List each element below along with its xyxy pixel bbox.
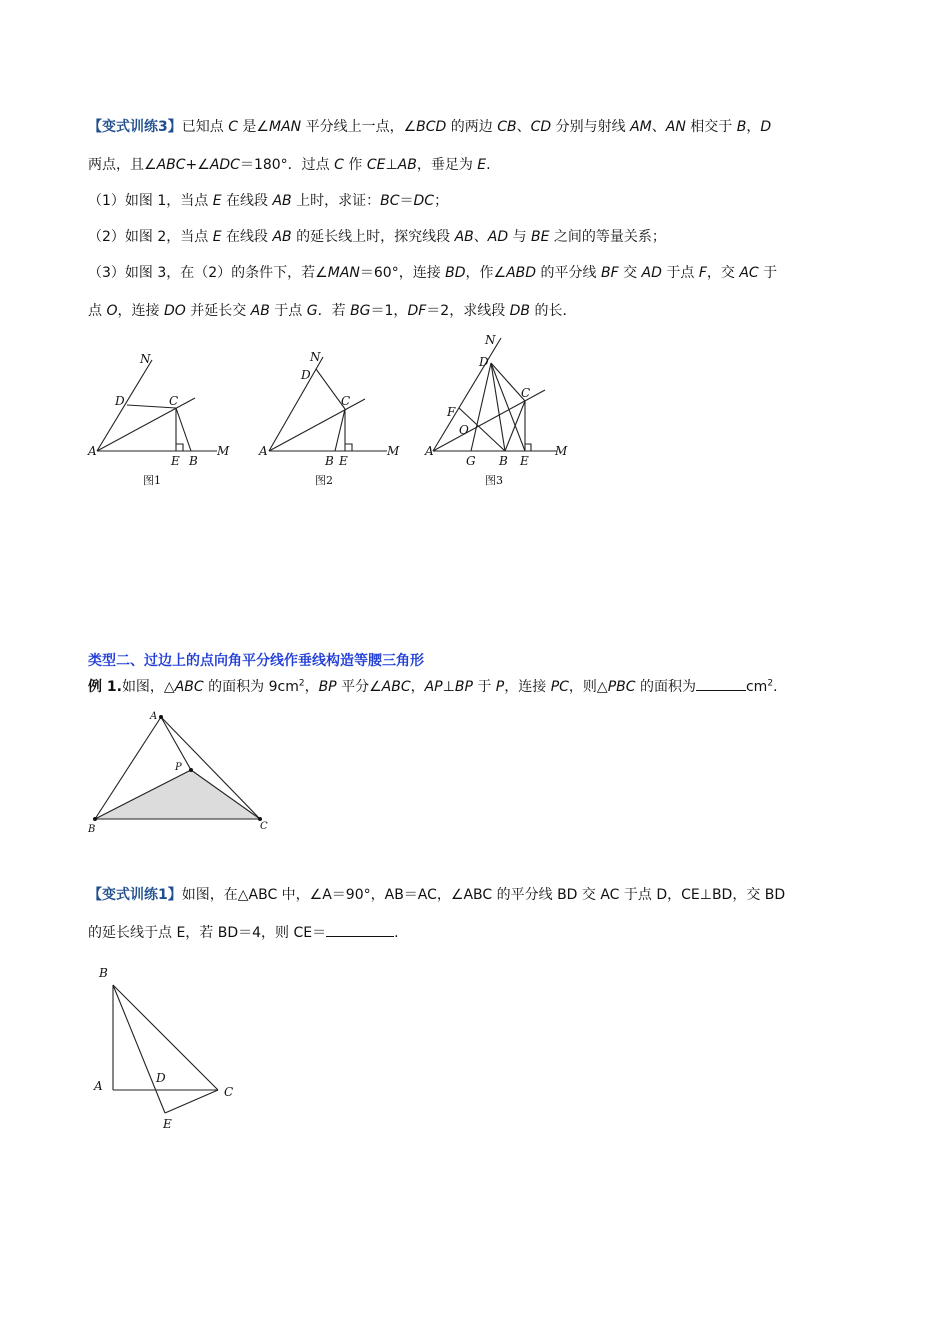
variant1-answer-blank[interactable] — [326, 922, 394, 937]
label-N: N — [485, 333, 496, 347]
example1-label: 例 1. — [88, 679, 122, 695]
point-A — [159, 715, 163, 719]
math-variable: AB — [397, 157, 417, 173]
figure-1 — [85, 345, 245, 495]
variant1-line2-text: 的延长线于点 E，若 BD＝4，则 CE＝ — [88, 925, 327, 941]
text-run: 在线段 — [221, 229, 273, 245]
text-run: ⊥ — [385, 157, 398, 173]
text-run: ，连接 — [117, 303, 164, 319]
math-variable: E — [212, 229, 222, 245]
label-B: B — [189, 454, 198, 468]
math-variable: BF — [600, 265, 619, 281]
math-variable: AD — [487, 229, 509, 245]
label-C: C — [169, 394, 179, 408]
math-variable: AN — [665, 119, 686, 135]
math-variable: ABD — [506, 265, 537, 281]
text-run: 在线段 — [221, 193, 273, 209]
text-run: 交 — [618, 265, 642, 281]
text-run: ， — [746, 119, 761, 135]
math-variable: AB — [272, 193, 292, 209]
math-variable: BP — [454, 679, 473, 695]
text-run: ，则△ — [568, 679, 608, 695]
text-run: 作 — [343, 157, 367, 173]
variant3-label: 【变式训练3】 — [88, 119, 182, 135]
label-G: G — [466, 454, 476, 468]
math-variable: G — [306, 303, 318, 319]
text-run: ＝180°．过点 — [239, 157, 335, 173]
math-variable: P — [495, 679, 505, 695]
label-E: E — [171, 454, 180, 468]
segment-CE — [165, 1090, 218, 1113]
text-run: ； — [434, 193, 449, 209]
math-variable: AM — [630, 119, 652, 135]
math-variable: C — [228, 119, 238, 135]
math-variable: CE — [366, 157, 386, 173]
label-O: O — [459, 423, 469, 437]
text-run: 、 — [651, 119, 666, 135]
example1-pre — [122, 679, 299, 695]
text-run: 平分线上一点，∠ — [301, 119, 417, 135]
point-P — [189, 768, 193, 772]
label-N: N — [140, 352, 151, 366]
label-C: C — [260, 821, 268, 832]
example1-mid — [305, 679, 696, 695]
text-run: ＝60°，连接 — [359, 265, 446, 281]
text-run: 与 — [508, 229, 532, 245]
example1-answer-blank[interactable] — [696, 676, 746, 691]
text-run: 、 — [516, 119, 531, 135]
text-run: ＝1， — [370, 303, 408, 319]
right-angle-mark — [525, 444, 531, 451]
text-run: 如图，△ — [121, 679, 175, 695]
text-run: . — [486, 157, 491, 173]
text-run: 的延长线上时，探究线段 — [291, 229, 455, 245]
text-run: 分别与射线 — [551, 119, 631, 135]
text-run: 的面积为 — [635, 679, 696, 695]
text-run: ，垂足为 — [416, 157, 478, 173]
math-variable: CB — [497, 119, 517, 135]
text-run: 于点 — [269, 303, 307, 319]
math-variable: MAN — [327, 265, 360, 281]
label-A: A — [88, 444, 97, 458]
label-C: C — [224, 1085, 234, 1099]
example1-text — [88, 676, 778, 698]
text-run: 是∠ — [237, 119, 269, 135]
text-run: ， — [304, 679, 319, 695]
text-run: 的面积为 9cm — [203, 679, 299, 695]
label-B: B — [499, 454, 508, 468]
text-run: ．若 — [317, 303, 351, 319]
math-variable: AB — [250, 303, 270, 319]
text-run: 、 — [473, 229, 488, 245]
math-variable: BG — [350, 303, 371, 319]
math-variable: BC — [380, 193, 400, 209]
text-run: ，作∠ — [465, 265, 507, 281]
text-run: 的长． — [530, 303, 577, 319]
text-run: （1）如图 1，当点 — [88, 193, 213, 209]
text-run: （2）如图 2，当点 — [88, 229, 213, 245]
text-run: ＝ — [399, 193, 414, 209]
text-run: 相交于 — [685, 119, 737, 135]
label-E: E — [520, 454, 529, 468]
text-run: 于 — [472, 679, 496, 695]
math-variable: ABC — [174, 679, 204, 695]
math-variable: DB — [509, 303, 531, 319]
math-variable: F — [698, 265, 707, 281]
text-run: 的平分线 — [536, 265, 601, 281]
math-variable: ADC — [209, 157, 240, 173]
text-run: ＝2，求线段 — [426, 303, 510, 319]
label-E: E — [339, 454, 348, 468]
math-variable: DO — [163, 303, 186, 319]
label-A: A — [150, 711, 158, 722]
label-B: B — [88, 824, 96, 835]
label-M: M — [387, 444, 400, 458]
label-D: D — [479, 355, 489, 369]
example1-end: . — [773, 679, 778, 695]
label-A: A — [259, 444, 268, 458]
label-B: B — [99, 966, 108, 980]
example1-figure — [85, 705, 275, 840]
section2-heading: 类型二、过边上的点向角平分线作垂线构造等腰三角形 — [88, 653, 424, 669]
variant3-line1 — [88, 116, 771, 138]
math-variable: B — [736, 119, 747, 135]
figure-3 — [425, 330, 585, 495]
variant3-question3-part1 — [88, 262, 777, 284]
text-run: 于 — [758, 265, 778, 281]
caption-fig3: 图3 — [485, 474, 503, 487]
segment-DE — [491, 363, 525, 451]
math-variable: MAN — [269, 119, 302, 135]
point-B — [93, 817, 97, 821]
label-C: C — [341, 394, 351, 408]
variant1-line1 — [88, 884, 785, 906]
math-variable: E — [477, 157, 487, 173]
variant1-label: 【变式训练1】 — [88, 887, 182, 903]
text-run: ⊥ — [442, 679, 455, 695]
variant3-question2 — [88, 226, 666, 248]
text-run: 于点 — [661, 265, 699, 281]
label-M: M — [217, 444, 230, 458]
label-P: P — [175, 762, 182, 773]
text-run: 平分∠ — [336, 679, 382, 695]
text-run: 已知点 — [181, 119, 229, 135]
math-variable: D — [760, 119, 772, 135]
right-angle-mark — [345, 444, 352, 451]
variant3-question1 — [88, 190, 448, 212]
variant1-line2-end: . — [394, 925, 399, 941]
label-N: N — [310, 350, 321, 364]
math-variable: DC — [413, 193, 435, 209]
math-variable: AD — [641, 265, 662, 281]
text-run: ， — [410, 679, 425, 695]
math-variable: BCD — [416, 119, 447, 135]
variant3-question3-part2 — [88, 300, 576, 322]
math-variable: ABC — [156, 157, 186, 173]
math-variable: E — [212, 193, 222, 209]
text-run: ，交 — [706, 265, 740, 281]
text-run: 的两边 — [446, 119, 498, 135]
segment-CB — [335, 409, 345, 451]
text-run: 之间的等量关系； — [549, 229, 666, 245]
variant3-line1-text — [182, 119, 771, 135]
label-M: M — [555, 444, 568, 458]
text-run: 两点，且∠ — [88, 157, 157, 173]
segment-BE — [113, 985, 165, 1113]
variant1-line2 — [88, 922, 399, 944]
text-run: 上时，求证： — [291, 193, 381, 209]
text-run: （3）如图 3，在（2）的条件下，若∠ — [88, 265, 328, 281]
math-variable: DF — [407, 303, 427, 319]
label-A: A — [94, 1079, 103, 1093]
math-variable: BD — [445, 265, 466, 281]
text-run: +∠ — [185, 157, 210, 173]
math-variable: C — [334, 157, 344, 173]
math-variable: PBC — [607, 679, 636, 695]
figure-2 — [255, 345, 415, 495]
caption-fig2: 图2 — [315, 474, 333, 487]
label-A: A — [425, 444, 434, 458]
variant3-line2 — [88, 154, 491, 176]
label-D: D — [301, 368, 311, 382]
example1-unit: cm — [745, 679, 768, 695]
variant1-line1-text: 如图，在△ABC 中，∠A＝90°，AB＝AC，∠ABC 的平分线 BD 交 AC 于点 D，CE⊥BD，交 BD — [181, 887, 786, 903]
label-F: F — [447, 405, 456, 419]
math-variable: AB — [272, 229, 292, 245]
example1-sup: 2 — [298, 678, 305, 689]
segment-DG — [471, 363, 491, 451]
text-run: ，连接 — [504, 679, 551, 695]
math-variable: BP — [318, 679, 337, 695]
math-variable: AC — [739, 265, 759, 281]
right-angle-mark — [176, 444, 183, 451]
math-variable: PC — [550, 679, 569, 695]
math-variable: AB — [454, 229, 474, 245]
label-E: E — [163, 1117, 172, 1131]
caption-fig1: 图1 — [143, 474, 161, 487]
variant1-figure — [88, 960, 258, 1140]
math-variable: BE — [531, 229, 550, 245]
label-C: C — [521, 386, 531, 400]
math-variable: O — [106, 303, 118, 319]
math-variable: ABC — [381, 679, 411, 695]
text-run: 并延长交 — [185, 303, 251, 319]
math-variable: AP — [424, 679, 443, 695]
math-variable: CD — [530, 119, 552, 135]
label-D: D — [156, 1071, 166, 1085]
text-run: 点 — [88, 303, 107, 319]
example1-unit-sup: 2 — [767, 678, 774, 689]
label-D: D — [115, 394, 125, 408]
label-B: B — [325, 454, 334, 468]
